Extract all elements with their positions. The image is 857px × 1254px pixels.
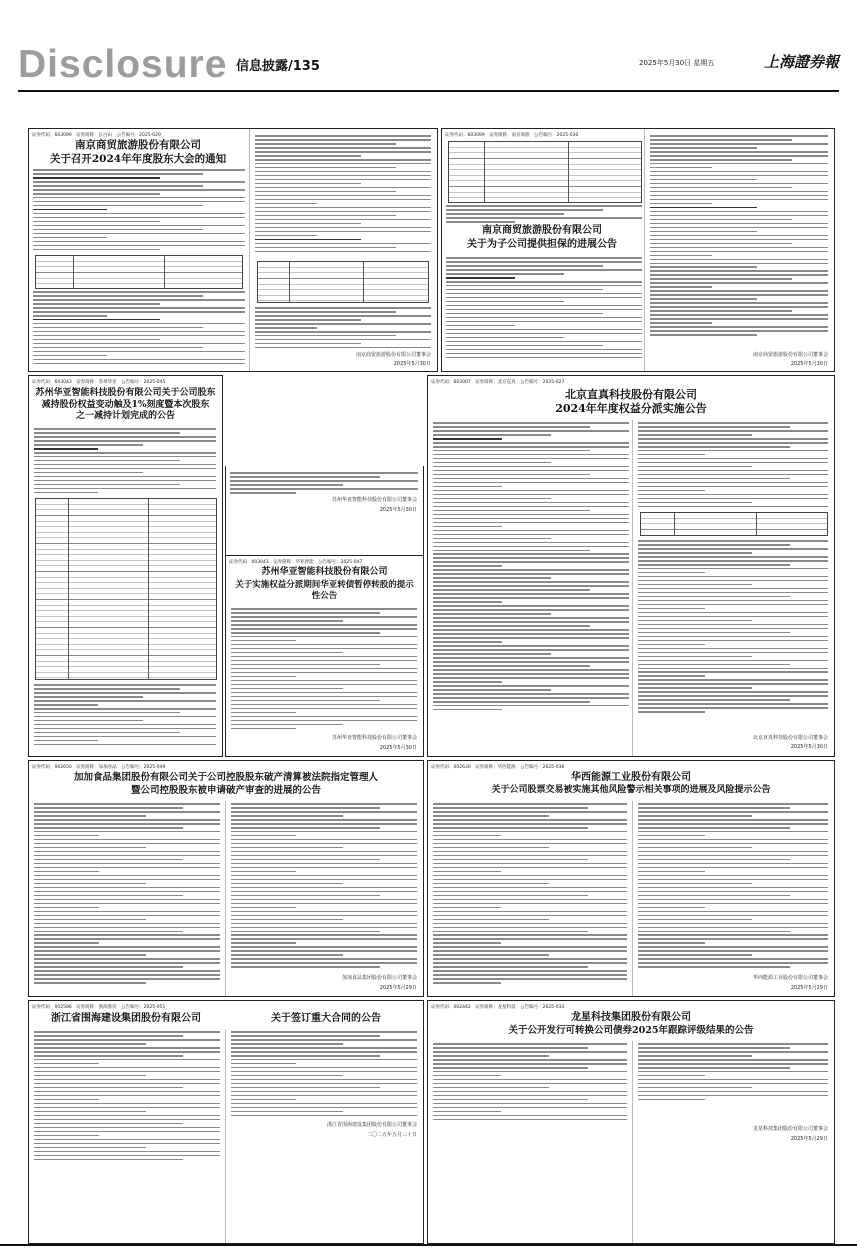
body-text-lines [446,205,642,225]
notice-date: 2025年5月29日 [379,985,417,991]
body-text-lines [650,135,828,338]
body-text-lines [638,422,828,510]
body-text-lines [433,422,629,713]
notice-title: 关于实施权益分派期间华亚转债暂停转股的提示性公告 [235,580,414,601]
notice-company: 加加食品集团股份有限公司关于公司控股股东破产清算被法院指定管理人 [73,772,378,783]
body-text-lines [433,803,627,986]
notice-code: 证券代码：003043 证券简称：华亚智能 公告编号：2025-047 [229,560,363,565]
notice-signature: 华西能源工业股份有限公司董事会 [752,975,828,981]
footer-rule [0,1244,857,1246]
body-text-lines [231,803,417,970]
notice-company: 浙江省围海建设集团股份有限公司 [51,1013,201,1024]
notice-convertible-suspension [225,555,424,757]
notice-signature: 南京商贸旅游股份有限公司董事会 [355,352,431,358]
notice-title: 关于签订重大合同的公告 [271,1013,381,1024]
notice-dividend-distribution [427,375,835,757]
reduction-table [35,498,217,680]
body-text-lines [231,1031,417,1119]
notice-date: 二〇二五年五月三十日 [366,1132,417,1138]
notice-title: 关于公开发行可转换公司债券2025年跟踪评级结果的公告 [508,1025,754,1036]
notice-code: 证券代码：603099 证券简称：南京商旅 公告编号：2025-030 [445,133,579,138]
notice-code: 证券代码：603043 证券简称：苏州华亚 公告编号：2025-045 [32,380,166,385]
notice-signature: 加加食品集团股份有限公司董事会 [341,975,417,981]
body-text-lines [230,472,418,496]
notice-code: 证券代码：603007 证券简称：北京直真 公告编号：2025-027 [431,380,565,385]
notice-signature: 龙星科技集团股份有限公司董事会 [752,1126,828,1132]
proxy-form-table [448,141,642,203]
notice-date: 2025年5月30日 [790,361,828,367]
notice-company: 北京直真科技股份有限公司 [565,388,697,401]
notice-date: 2025年5月30日 [379,745,417,751]
notice-title: 关于为子公司提供担保的进展公告 [467,239,617,250]
body-text-lines [638,803,828,970]
section-title: 信息披露/135 [236,59,320,74]
notice-code: 证券代码：002630 证券简称：华西能源 公告编号：2025-036 [431,765,565,770]
body-text-lines [34,428,216,496]
notice-date: 2025年5月29日 [790,1136,828,1142]
notice-signature: 浙江省围海建设集团股份有限公司董事会 [326,1122,417,1128]
notice-title: 2024年年度权益分派实施公告 [555,402,707,415]
vote-form-table [257,261,429,303]
notice-signature: 苏州华亚智能科技股份有限公司董事会 [331,735,417,741]
notice-code: 证券代码：002650 证券简称：加加食品 公告编号：2025-049 [32,765,166,770]
body-text-lines [638,1043,828,1103]
body-text-lines [446,257,642,361]
notice-company: 南京商贸旅游股份有限公司 [75,139,201,151]
body-text-lines [34,684,216,748]
notice-title: 关于召开2024年年度股东大会的通知 [49,153,227,165]
body-text-lines [255,307,431,351]
notice-signature: 北京直真科技股份有限公司董事会 [752,735,828,741]
notice-rating-result [427,1000,835,1244]
body-text-lines [33,169,245,253]
brand-masthead: Disclosure [18,43,228,86]
notice-date: 2025年5月30日 [393,361,431,367]
notice-title: 减持股份权益变动触及1%刻度暨本次股东之一减持计划完成的公告 [41,400,210,422]
body-text-lines [433,1043,627,1123]
notice-risk-warning [427,760,835,997]
notice-title: 关于公司股票交易被实施其他风险警示相关事项的进展及风险提示公告 [491,785,771,795]
notice-reduction-continuation [225,466,424,556]
notice-shareholder-reduction [28,375,223,757]
notice-bankruptcy-progress [28,760,424,997]
notice-shareholder-meeting [28,128,438,372]
body-text-lines [34,1031,220,1162]
notice-signature: 南京商贸旅游股份有限公司董事会 [752,352,828,358]
notice-company: 华西能源工业股份有限公司 [571,772,691,783]
header-rule [18,90,839,92]
notice-major-contract [28,1000,424,1244]
notice-title: 暨公司控股股东被申请破产审查的进展的公告 [130,785,321,796]
notice-code: 证券代码：603099 证券简称：长白山 公告编号：2025-029 [32,133,161,138]
body-text-lines [255,135,431,255]
notice-signature: 苏州华亚智能科技股份有限公司董事会 [331,497,417,503]
body-text-lines [33,291,245,367]
notice-date: 2025年5月29日 [790,985,828,991]
notice-date: 2025年5月30日 [790,744,828,750]
notice-company: 苏州华亚智能科技股份有限公司关于公司股东 [35,388,216,398]
newspaper-name: 上海證券報 [763,53,839,71]
agenda-table [35,255,243,289]
issue-date: 2025年5月30日 星期五 [639,59,715,67]
notice-company: 南京商贸旅游股份有限公司 [482,225,602,236]
notice-code: 证券代码：002586 证券简称：围海股份 公告编号：2025-051 [32,1005,166,1010]
body-text-lines [638,540,828,715]
dividend-table [640,512,828,536]
notice-company: 龙星科技集团股份有限公司 [571,1012,691,1023]
page-header [18,42,839,88]
notice-date: 2025年5月30日 [379,507,417,513]
body-text-lines [34,803,220,986]
notice-company: 苏州华亚智能科技股份有限公司 [261,567,388,577]
body-text-lines [231,608,417,732]
notice-guarantee-progress [441,128,835,372]
notice-code: 证券代码：002442 证券简称：龙星科技 公告编号：2025-033 [431,1005,565,1010]
